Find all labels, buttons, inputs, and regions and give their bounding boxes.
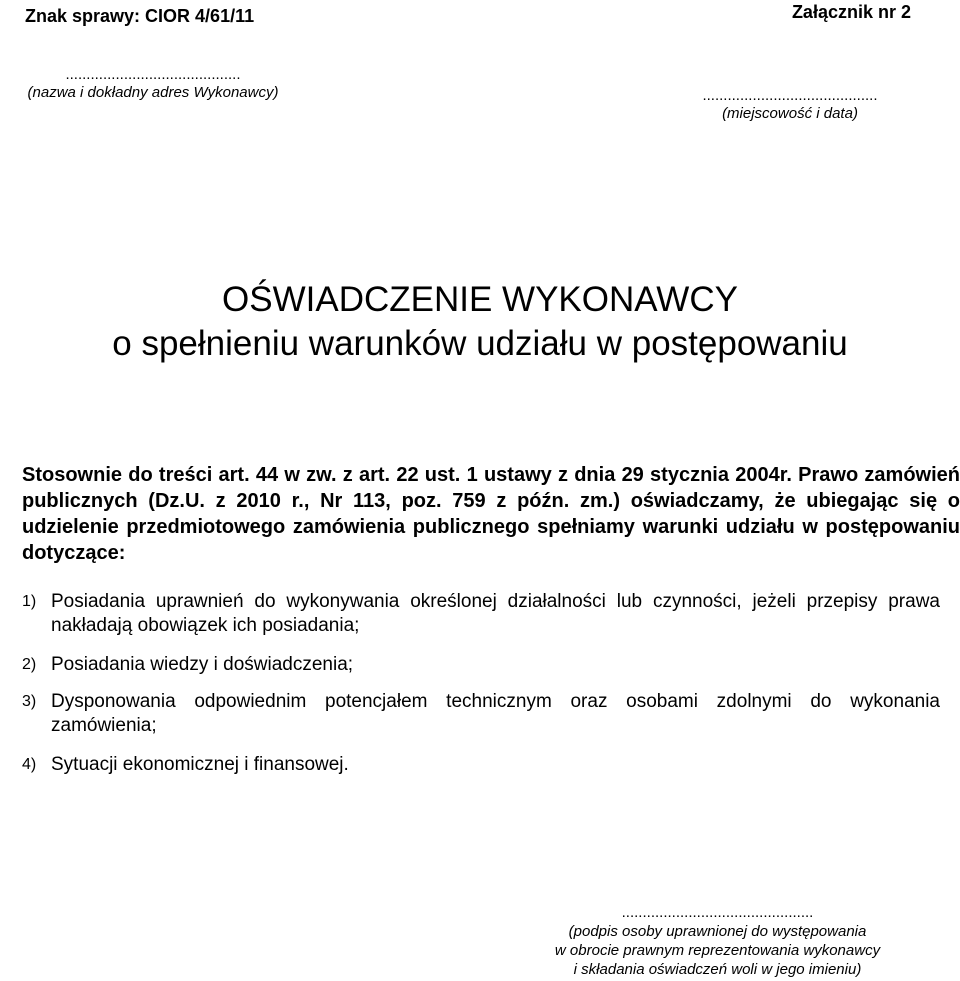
- signature-caption-line-2: w obrocie prawnym reprezentowania wykonawcy: [554, 942, 881, 959]
- attachment-number: Załącznik nr 2: [791, 2, 911, 22]
- document-title: [0, 278, 960, 366]
- intro-paragraph: Stosownie do treści art. 44 w zw. z art. 22 ust. 1 ustawy z dnia 29 stycznia 2004r. Prawo zamówień publicznych (Dz.U. z 2010 r., Nr 113, poz. 759 z późn. zm.) oświadczamy, że ubiegając się o udzielenie przedmiotowego zamówienia publicznego spełniamy warunki udziału w postępowaniu dotyczące:: [22, 464, 960, 564]
- place-date-block: [660, 87, 920, 123]
- list-item-number: 4): [22, 756, 37, 773]
- case-reference: Znak sprawy: CIOR 4/61/11: [25, 6, 255, 26]
- list-item-text: Dysponowania odpowiednim potencjałem technicznym oraz osobami zdolnymi do wykonania zamówienia;: [51, 691, 940, 736]
- title-line-1: OŚWIADCZENIE WYKONAWCY: [222, 280, 738, 319]
- list-item: [22, 690, 940, 738]
- signature-caption-line-1: (podpis osoby uprawnionej do występowania: [568, 923, 867, 940]
- place-date-dots: ..........................................: [702, 87, 878, 104]
- signature-dots: ..............................................: [621, 904, 814, 921]
- place-date-caption: (miejscowość i data): [722, 105, 858, 122]
- list-item: [22, 590, 940, 638]
- signature-block: [520, 903, 915, 979]
- signature-caption-line-3: i składania oświadczeń woli w jego imieniu): [573, 961, 862, 978]
- list-item-number: 3): [22, 693, 37, 710]
- list-item-text: Posiadania uprawnień do wykonywania określonej działalności lub czynności, jeżeli przepisy prawa nakładają obowiązek ich posiadania;: [51, 591, 940, 636]
- contractor-name-caption: (nazwa i dokładny adres Wykonawcy): [27, 84, 279, 101]
- list-item-number: 2): [22, 656, 37, 673]
- list-item: [22, 753, 940, 777]
- title-line-2: o spełnieniu warunków udziału w postępowaniu: [112, 324, 848, 363]
- list-item: [22, 653, 940, 677]
- contractor-name-block: [23, 66, 283, 102]
- list-item-number: 1): [22, 593, 37, 610]
- contractor-name-dots: ..........................................: [65, 66, 241, 83]
- list-item-text: Posiadania wiedzy i doświadczenia;: [51, 654, 354, 675]
- list-item-text: Sytuacji ekonomicznej i finansowej.: [51, 754, 349, 775]
